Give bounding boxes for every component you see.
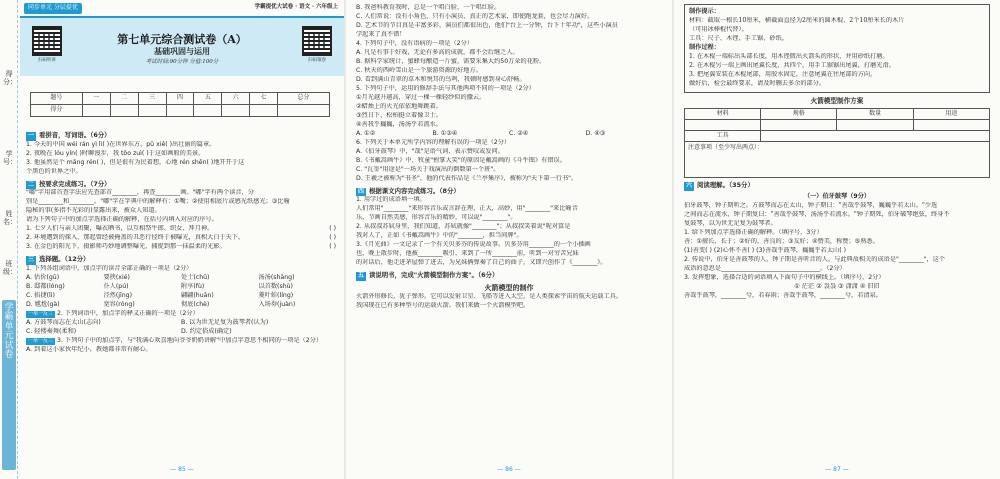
choice-option: B. 据科学家统计，蜜蜂每酿造一斤蜜，需要采集大约50万朵的花粉。 <box>356 57 546 65</box>
choice-option: C. 掐捷(lì) <box>26 291 55 299</box>
option-line: D. 艺术节的节目真是丰富多彩，演员们都很出色，他们"台上一分钟，台下十年功"，这些小演员 <box>356 21 618 29</box>
pinyin-question: 2. 夜晚在 lóu yín( )时聊漫步，我 tōo zuì( )于这如画般的美景。 <box>26 149 205 157</box>
qr-right-label: 扫码领卷 <box>308 58 326 63</box>
score-table-header: 六 <box>222 93 250 105</box>
choice-option: 汤汤(shāng) <box>258 273 295 281</box>
reading-passage <box>684 202 990 229</box>
reading-line: 之间而志在流水，钟子期复曰："善哉乎鼓琴，汤汤乎若流水。"钟子期死，伯牙破琴绝弦，终身不 <box>684 211 950 219</box>
question-4-options <box>356 49 662 85</box>
choice-option: C. "瓦釜"用途是"一场关于戏演出的倒数第一个班"。 <box>356 165 500 173</box>
page-number: — 85 — <box>170 466 194 474</box>
reading-title: （一）伯牙鼓琴（9分） <box>803 193 871 201</box>
instruction-line: 1. 在木棍一端标出头部长度，用木锉微出火箭头的形状，并用砂纸打磨。 <box>689 52 889 60</box>
choice-option-row <box>26 319 336 328</box>
choice-option: D. 约定俗成(确定) <box>181 327 232 335</box>
option-line: 学起来了真不错！ <box>356 30 406 38</box>
binding-margin <box>0 0 18 479</box>
choice-option: A. 估价(gū) <box>26 273 60 281</box>
process-heading: 制作过程： <box>689 43 720 51</box>
choice-option: D. 看到满山青翠的草木和悦耳的鸟鸣，我顿时感到身心舒畅。 <box>356 75 526 83</box>
question-6-3-lines <box>684 292 990 301</box>
choice-option: D. 王羲之被称为"书圣"，他的代表作品是《兰亭集序》，被称为"天下第一行书"。 <box>356 174 578 182</box>
exercise-line: 2. 环境遭到的探入，那起曾经被掩盖的丑恶行径终于被曝光，真相大白于天下。 ( ) <box>26 234 336 242</box>
section-2-heading: 二 按要求完成练习。（7分） <box>28 179 111 188</box>
page-subtitle: 基础巩固与运用 <box>154 46 210 56</box>
choice-option: B. ①③④ <box>432 129 458 137</box>
score-cell[interactable] <box>110 105 138 117</box>
section-6-heading: 六 阅读理解。（35分） <box>686 181 754 190</box>
class-label: 班级： <box>3 260 17 277</box>
question-6-3-words: ① 茫茫 ② 袅袅 ③ 潇潇 ④ 旧旧 <box>794 282 880 290</box>
section-4-lines <box>356 196 662 268</box>
question-4: 4. 下列句子中，没有语病的一项是（2分） <box>356 39 473 47</box>
exercise-line: "嘟"字用部首查字法应先查部首________，再查________画。"嘟"字有两个读音，分 <box>26 189 254 197</box>
choice-option: D. ④③ <box>585 129 606 137</box>
fill-in-line: 人们常用"________"来形容音乐或言辞在理，正大，高妙，用"________"来比喻音 <box>356 205 578 213</box>
score-table-header: 三 <box>138 93 166 105</box>
plan-table-header-row <box>685 109 990 120</box>
choice-option: B. 以为世无足复为鼓琴者(认为) <box>181 318 269 326</box>
choice-option-row <box>26 292 336 301</box>
sentence-item: ②蜡烛上的火光依依地舞跳着。 <box>356 102 442 110</box>
pinyin-question: 个黑色的世界之中。 <box>26 167 82 175</box>
fill-in-line: 我对人了，正如《书戴嵩画牛》中的"________，担当问牌"。 <box>356 232 523 240</box>
question-6-options <box>356 148 662 184</box>
instructions-box <box>684 4 990 93</box>
score-label: 得分： <box>3 70 17 87</box>
question-3-2: 一举一反三 2. 下列词语中，加点字的释义正确的一项是（2分） <box>28 309 199 317</box>
name-label: 姓名： <box>3 210 17 227</box>
plan-note[interactable]: 注意事项（至少写出两点）： <box>685 142 990 178</box>
option-line: C. 人们常说：没有小角色，只有小演员，真正的艺术家，即使跑龙套，也会尽力演好。 <box>356 12 594 20</box>
choice-option: B.《书戴嵩画牛》中，牧童"拊掌大笑"的原因是戴嵩画的《斗牛图》有错误。 <box>356 156 566 164</box>
choice-option: 仆人(pú) <box>103 282 129 290</box>
page-85 <box>0 0 344 479</box>
choice-option: 入场券(juàn) <box>258 300 296 308</box>
plan-table <box>684 108 990 178</box>
score-cell[interactable] <box>222 105 250 117</box>
answer-blank[interactable]: ( ) <box>329 234 336 242</box>
score-cell[interactable] <box>82 105 110 117</box>
instruction-line: 3. 把尾翼安装在木棍尾部，用胶水固定，注意尾翼在往尾部的方向。 <box>689 70 877 78</box>
student-id-label: 学号： <box>3 150 17 167</box>
choice-option: 附享(fù) <box>181 282 205 290</box>
answer-blank[interactable]: ( ) <box>329 243 336 251</box>
fill-in-line: 3.《月光曲》一文记录了一个有关贝多芬的传说故事。贝多芬用________的一个小插画 <box>356 241 591 249</box>
question-6-3: 3. 发挥想象，选择合适的词语填入下面句子中的横线上。（填序号，2分） <box>684 273 885 281</box>
score-table-header: 七 <box>250 93 278 105</box>
score-row-label: 得分 <box>31 105 83 117</box>
section-5-heading: 五 读说明书，完成"火箭模型制作方案"。（6分） <box>358 271 499 280</box>
answer-blank[interactable]: ( ) <box>329 225 336 233</box>
question-options-continued <box>356 4 662 40</box>
fill-in-line: 2. 从叔叔苏轼身里，我们知道，苏轼就像"________"；从叔叔笑着说"呢对算是 <box>356 223 571 231</box>
instructions-heading: 制作提示： <box>689 8 720 15</box>
page-85-body <box>26 128 336 355</box>
fill-in-line: 的对话后，他走进茅屋弹了进去，为兄妹俩弹奏了自己的曲子，又即兴创作了《________》。 <box>356 259 607 267</box>
choice-option: A.《伯牙鼓琴》中，"哉"是语气词，表示赞叹或发问。 <box>356 147 504 155</box>
choice-option: A. 凡是有事于好戏，无论有多高的成就，都不会后继乏人。 <box>356 48 519 56</box>
question-6: 6. 下列关于本单元所学内容的理解有误的一项是（2分） <box>356 138 511 146</box>
fill-in-line: 也，晚上散步时，他被________吸引，来到了一所________前，听到一对穷苦兄妹 <box>356 250 579 258</box>
sentence-item: ④善我乎巍巍，汤汤乎若流水。 <box>356 120 442 128</box>
section-1-lines <box>26 141 336 177</box>
section-2-lines <box>26 189 336 252</box>
question-line: 善：①擅长，长于；②好的，善良的；③友好；④赞美，称赞；⑤熟悉。 <box>684 238 879 246</box>
plan-cell[interactable] <box>837 120 913 131</box>
instructions-materials <box>689 17 985 44</box>
choice-option: B. 邸都(lóng) <box>26 282 65 290</box>
exercise-line: 别是________和________。"嘟"字在字典中的解释有：①嘴；②使用相底片或感光纸感光；③比喻 <box>26 198 290 206</box>
plan-cell[interactable] <box>761 120 837 131</box>
score-cell[interactable] <box>138 105 166 117</box>
section-1-heading: 一 看拼音，写词语。（6分） <box>28 131 111 139</box>
reading-line: 复鼓琴，以为世无足复为鼓琴者。 <box>684 220 777 228</box>
question-3-3-option-a: A. 到着这小家伙年纪小，教她都非常有耐心。 <box>26 345 152 353</box>
choice-option: 菱叶蛙(líng) <box>258 291 294 299</box>
exam-meta: 考试时间:90分钟 分值:100分 <box>145 59 219 65</box>
choice-option: 泾然(jīng) <box>103 291 132 299</box>
question-6-2-continued: 成语的意思是________________________________。（2分） <box>684 264 846 272</box>
choice-option: 彻底(chè) <box>181 300 210 308</box>
plan-cell[interactable] <box>913 120 989 131</box>
plan-cell[interactable] <box>761 131 990 142</box>
question-5-items <box>356 94 662 130</box>
question-line: 善哉乎鼓琴，________兮，若春雨；善哉乎鼓琴，________兮，若清泉。 <box>684 291 882 299</box>
document-body <box>356 293 662 311</box>
score-table-score-row <box>31 105 330 117</box>
choice-option: C. ②④ <box>509 129 529 137</box>
plan-table-header: 数量 <box>837 109 913 120</box>
exercise-line: 请为下列句子中的加点字选择正确的解释，在括号内填入对应的序号。 <box>26 216 218 224</box>
choice-option: 以首数(shù) <box>258 282 293 290</box>
choice-option: D. 尴尬(gà) <box>26 300 60 308</box>
choice-option: 翩翩(huān) <box>181 291 214 299</box>
choice-option: C. 轻楼奏舞(柔和) <box>26 327 77 335</box>
score-table-header: 二 <box>110 93 138 105</box>
choice-option: 要挟(xié) <box>103 273 130 281</box>
page-title: 第七单元综合测试卷（A） <box>117 33 247 46</box>
choice-option: C. 秋天的西岭雪山是一个旅游资源的好地方。 <box>356 66 482 74</box>
section-3-heading: 三 选择题。（12分） <box>28 255 90 264</box>
question-3-1: 1. 下列各组词语中，加点字的读音全部正确的一项是（2分） <box>26 264 193 272</box>
page-number: — 87 — <box>825 466 849 474</box>
qr-left-label: 扫码听讲 <box>38 58 56 63</box>
series-tag: 同步单元 分层提优 <box>24 3 82 14</box>
question-line: (1)善变( ) (2)心怀不善( ) (3)善哉乎鼓琴，巍巍乎若太山( ) <box>684 247 846 254</box>
choice-option: 宽容(róng) <box>103 300 135 308</box>
plan-table-header: 用途 <box>913 109 989 120</box>
plan-table-blank-row <box>685 120 990 131</box>
question-3-1-options <box>26 274 336 310</box>
document-paragraph: 火箭外形修长，犹子弹形。它可以发射卫星、飞船等进入太空，是人类探索宇宙的航天运载工具。 <box>356 293 623 301</box>
fill-in-line: 1. 用学过的成语填一填。 <box>356 196 426 204</box>
instruction-line: 2. 在木棍另一端上画出尾翼长度，共四个，用手工锯锯出尾翼，打磨光滑。 <box>689 61 895 69</box>
option-line: B. 我爸科教育我时，总是一个唱白脸，一个唱红脸。 <box>356 4 501 11</box>
score-table-header: 总分 <box>278 93 330 105</box>
question-6-1: 1. 给下列加点字选择正确的解释。（填序号，3分） <box>684 229 823 237</box>
choice-option-row <box>26 301 336 310</box>
exercise-line: 3. 在金色的阳光下，摄影师巧妙地调整曝光，捕捉到那一抹温柔的光影。 ( ) <box>26 243 336 251</box>
score-table-header: 五 <box>194 93 222 105</box>
page-87 <box>674 0 1000 479</box>
series-name: 学霸提优大试卷 · 语文 · 六年级上 <box>254 4 338 10</box>
pinyin-question: 1. 今天的中国 wéi rán yì lì( )在世界东方，pǔ xiě( )出壮丽的篇章。 <box>26 140 216 148</box>
score-table-header: 题号 <box>31 93 83 105</box>
plan-table-tool-row <box>685 131 990 142</box>
series-band: 学霸单元试卷 <box>2 300 16 470</box>
plan-title: 火箭模型制作方案 <box>810 96 864 105</box>
page-86-body <box>356 4 662 311</box>
instruction-line: 工具：尺子、木锉、手工锯、砂纸。 <box>689 34 788 42</box>
choice-option: A. ①② <box>356 129 376 137</box>
instructions-process <box>689 53 985 89</box>
document-title: 火箭模型的制作 <box>484 282 534 292</box>
question-5-options <box>356 130 662 139</box>
instruction-line: 做好后，检会最终要求，请及时删去多余的部分。 <box>689 79 826 87</box>
choice-option-row <box>26 328 336 337</box>
plan-table-note-row <box>685 142 990 178</box>
question-3-3: 一举一反三 3. 下列句子中的加点字，与"我满心欢喜地向爷爷奶奶讲解"中加点字意思不相同的一项是（2分） <box>28 336 323 344</box>
fill-in-line: 乐，节画自然美感，形容音乐的精妙，可以说"________"。 <box>356 214 517 222</box>
pinyin-question: 3. 他虽然是个 mǎng rén( )，但是很有为民着想，心地 rén shēn( )地开开于这 <box>26 158 245 166</box>
choice-option-row <box>26 274 336 283</box>
sentence-item: ③烈日下，松柏挺立着像卫士。 <box>356 111 442 119</box>
instruction-line: （可用冰棒棍代替）。 <box>689 25 748 33</box>
page-number: — 86 — <box>497 466 521 474</box>
plan-table-header: 材料 <box>685 109 761 120</box>
section-4-heading: 四 根据课文内容完成练习。（8分） <box>358 186 460 195</box>
score-table-header-row <box>31 93 330 105</box>
score-cell[interactable] <box>166 105 194 117</box>
score-cell[interactable] <box>194 105 222 117</box>
score-cell[interactable] <box>250 105 278 117</box>
title-banner <box>20 16 344 76</box>
question-6-1-lines <box>684 238 990 256</box>
document-paragraph: 我国现在已有多种型号的运载火箭。我们来做一个火箭模型吧。 <box>356 302 530 310</box>
question-6-2: 2. 传说中，伯牙是善鼓琴的人，钟子期是善听音的人。与此典故相关的成语是"________"，这个 <box>684 255 946 263</box>
page-86 <box>346 0 672 479</box>
score-cell[interactable] <box>278 105 330 117</box>
question-3-2-options <box>26 319 336 337</box>
score-table <box>30 92 330 117</box>
score-table-header: 四 <box>166 93 194 105</box>
choice-option-row <box>26 283 336 292</box>
sentence-item: ①月光越升越高，穿过一棵一棵轻纱似的撒云。 <box>356 93 486 101</box>
instruction-line: 材料：截取一根长10厘米，横截面直径为2厘米的圆木棍，2个10厘米长的木片 <box>689 16 905 24</box>
exercise-line: 1. 七夕人们与亲人团聚，曝衣晒书，以互相祭牛郎、织女、拜月神。 ( ) <box>26 225 336 233</box>
score-table-header: 一 <box>82 93 110 105</box>
question-5: 5. 下列句子中，运用的修辞手法与其他两项不同的一项是（2分） <box>356 84 535 92</box>
page-87-body <box>684 4 990 301</box>
reading-line: 伯牙鼓琴，钟子期听之。方鼓琴而志在太山，钟子期曰："善哉乎鼓琴，巍巍乎若太山。"少选 <box>684 202 938 210</box>
choice-option: A. 方鼓琴而志在太山(志向) <box>26 318 101 326</box>
exercise-line: 隐秘的事(多指不光彩的)显露出来，被众人知道。 <box>26 207 161 215</box>
plan-table-header: 规格 <box>761 109 837 120</box>
choice-option: 处士(chǔ) <box>181 273 210 281</box>
plan-tool-label: 工具 <box>685 131 761 142</box>
